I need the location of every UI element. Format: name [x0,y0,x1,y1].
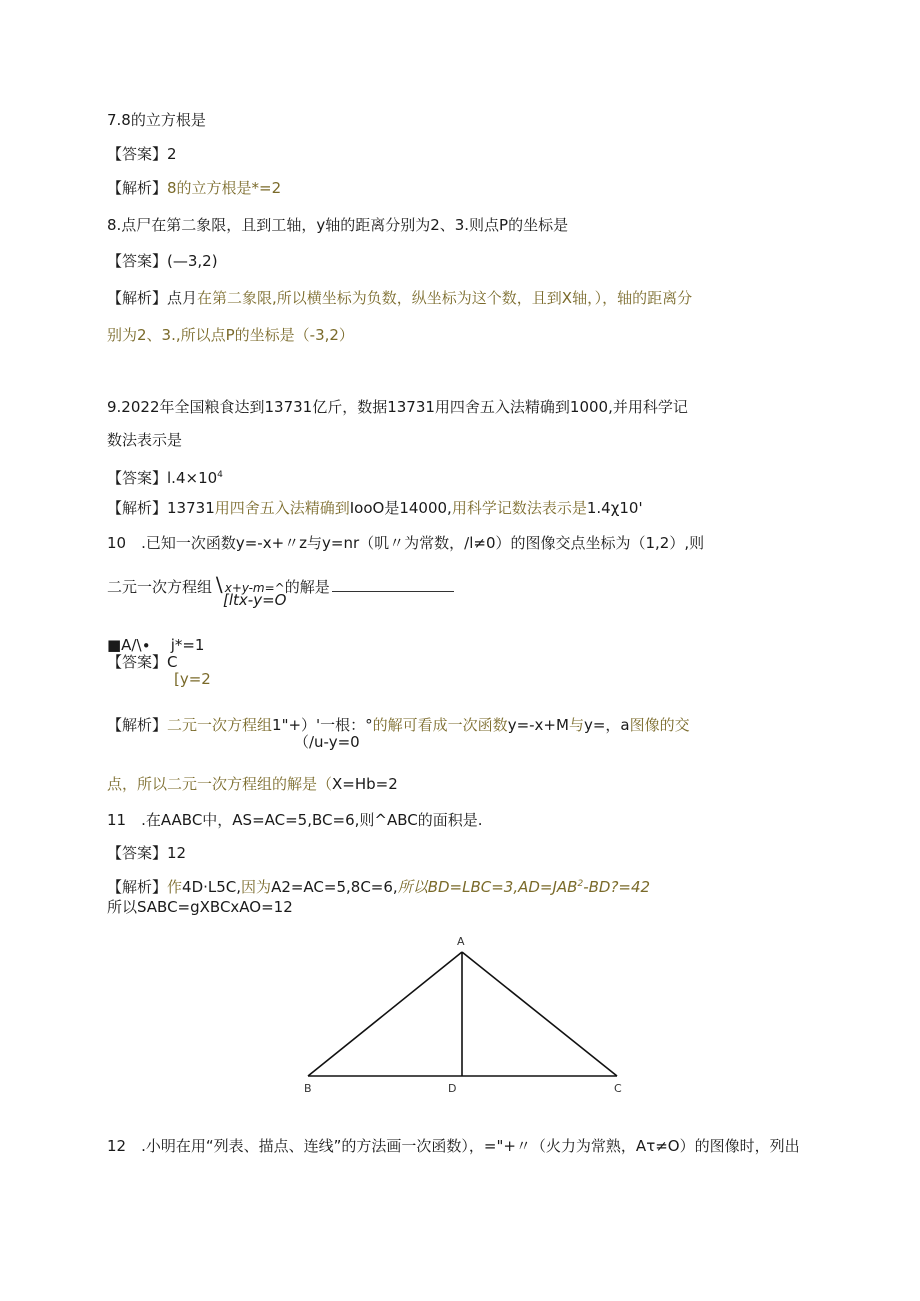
q10-analysis-sub: （∕u-y=0 [294,733,360,751]
triangle-figure [295,928,635,1100]
analysis-tag: 【解析】 [107,716,168,734]
answer-tag: 【答案】 [107,145,168,163]
q8-question: 8.点尸在第二象限，且到工轴，y轴的距离分别为2、3.则点P的坐标是 [107,216,569,234]
analysis-text: 8的立方根是*=2 [167,179,282,197]
analysis-text-a: 二元一次方程组 [167,716,273,734]
analysis-text-d: A2=AC=5,8C=6, [271,878,398,896]
q10-question-line1: 10 .已知一次函数y=-x+〃z与y=nr（叽〃为常数，∕l≠0）的图像交点坐标为（1,2）,则 [107,534,705,552]
question-text: 二元一次方程组 [107,578,213,596]
analysis-text-a: 13731 [167,499,215,517]
analysis-text-2a: 点，所以二元一次方程组的解是（ [107,775,333,793]
answer-value: 2 [167,145,177,163]
answer-value: 12 [167,844,187,862]
label-b: B [304,1082,312,1095]
answer-tag: 【答案】 [107,469,168,487]
q10-analysis-line1 [107,715,690,735]
analysis-text-d: y=-x+M [507,716,569,734]
q10-answer [107,652,178,672]
answer-value: C [167,653,178,671]
q10-answer-mark: ■A∕\∙ j*=1 [107,636,205,654]
q10-system-bottom: [ltx-y=O [223,591,287,609]
analysis-tag: 【解析】 [107,499,168,517]
analysis-tag: 【解析】 [107,289,168,307]
answer-value: (—3,2) [167,252,218,270]
analysis-text-d: 是14000, [384,499,452,517]
analysis-text-c: 的解可看成一次函数 [372,716,508,734]
q9-analysis [107,498,643,518]
q11-analysis-line2: 所以SABC=gXBCxAO=12 [107,898,293,916]
analysis-text-g: 图像的交 [629,716,690,734]
analysis-text-e: 所以BD=LBC=3,AD=JAB [397,878,578,896]
analysis-text-a: 作 [167,878,183,896]
answer-value: l.4×10 [167,469,218,487]
q12-question: 12 .小明在用“列表、描点、连线”的方法画一次函数），="+〃（火力为常熟，Aτ≠O）的图像时，列出 [107,1137,800,1155]
analysis-text-e: 用科学记数法表示是 [451,499,587,517]
analysis-text-b: 用四舍五入法精确到 [214,499,350,517]
q8-analysis-line1 [107,288,692,308]
analysis-text-f: 2 [577,879,584,889]
analysis-text-f: y=，a [583,716,630,734]
question-text-end: 的解是 [284,578,330,596]
q11-question: 11 .在AABC中，AS=AC=5,BC=6,则^ABC的面积是. [107,811,483,829]
analysis-text-a: 点月 [167,289,198,307]
analysis-text-g: -BD?=42 [583,878,651,896]
analysis-text-f: 1.4χ10' [586,499,643,517]
q10-answer-y: [y=2 [174,670,211,688]
q9-answer [107,465,223,488]
q11-answer [107,843,186,863]
q8-analysis-line2: 别为2、3.,所以点P的坐标是（-3,2） [107,326,354,344]
answer-tag: 【答案】 [107,653,168,671]
analysis-text-2b: X=Hb=2 [332,775,398,793]
analysis-tag: 【解析】 [107,878,168,896]
answer-tag: 【答案】 [107,252,168,270]
answer-tag: 【答案】 [107,844,168,862]
label-c: C [614,1082,622,1095]
analysis-text-b: 在第二象限,所以横坐标为负数，纵坐标为这个数，且到X轴，），轴的距离分 [197,289,693,307]
analysis-text-e: 与 [568,716,584,734]
system-brace: ∖ [212,573,225,597]
q10-analysis-line2 [107,774,398,794]
answer-blank [332,577,454,592]
side-ab [308,952,462,1076]
q9-question-line1: 9.2022年全国粮食达到13731亿斤，数据13731用四舍五入法精确到1000,并用科学记 [107,398,688,416]
analysis-text-b: 1"+）'一根：° [272,716,373,734]
side-ac [462,952,617,1076]
analysis-tag: 【解析】 [107,179,168,197]
q7-question: 7.8的立方根是 [107,111,206,129]
q8-answer [107,251,218,271]
q7-answer [107,144,177,164]
label-d: D [448,1082,457,1095]
label-a: A [457,935,465,948]
analysis-text-b: 4D·L5C, [182,878,242,896]
system-top: x+y-m=^ [224,581,285,595]
answer-exponent: 4 [217,470,223,480]
q7-analysis [107,178,281,198]
analysis-text-c: 因为 [241,878,272,896]
analysis-text-c: IooO [349,499,385,517]
q11-analysis-line1 [107,874,650,897]
q9-question-line2: 数法表示是 [107,431,183,449]
